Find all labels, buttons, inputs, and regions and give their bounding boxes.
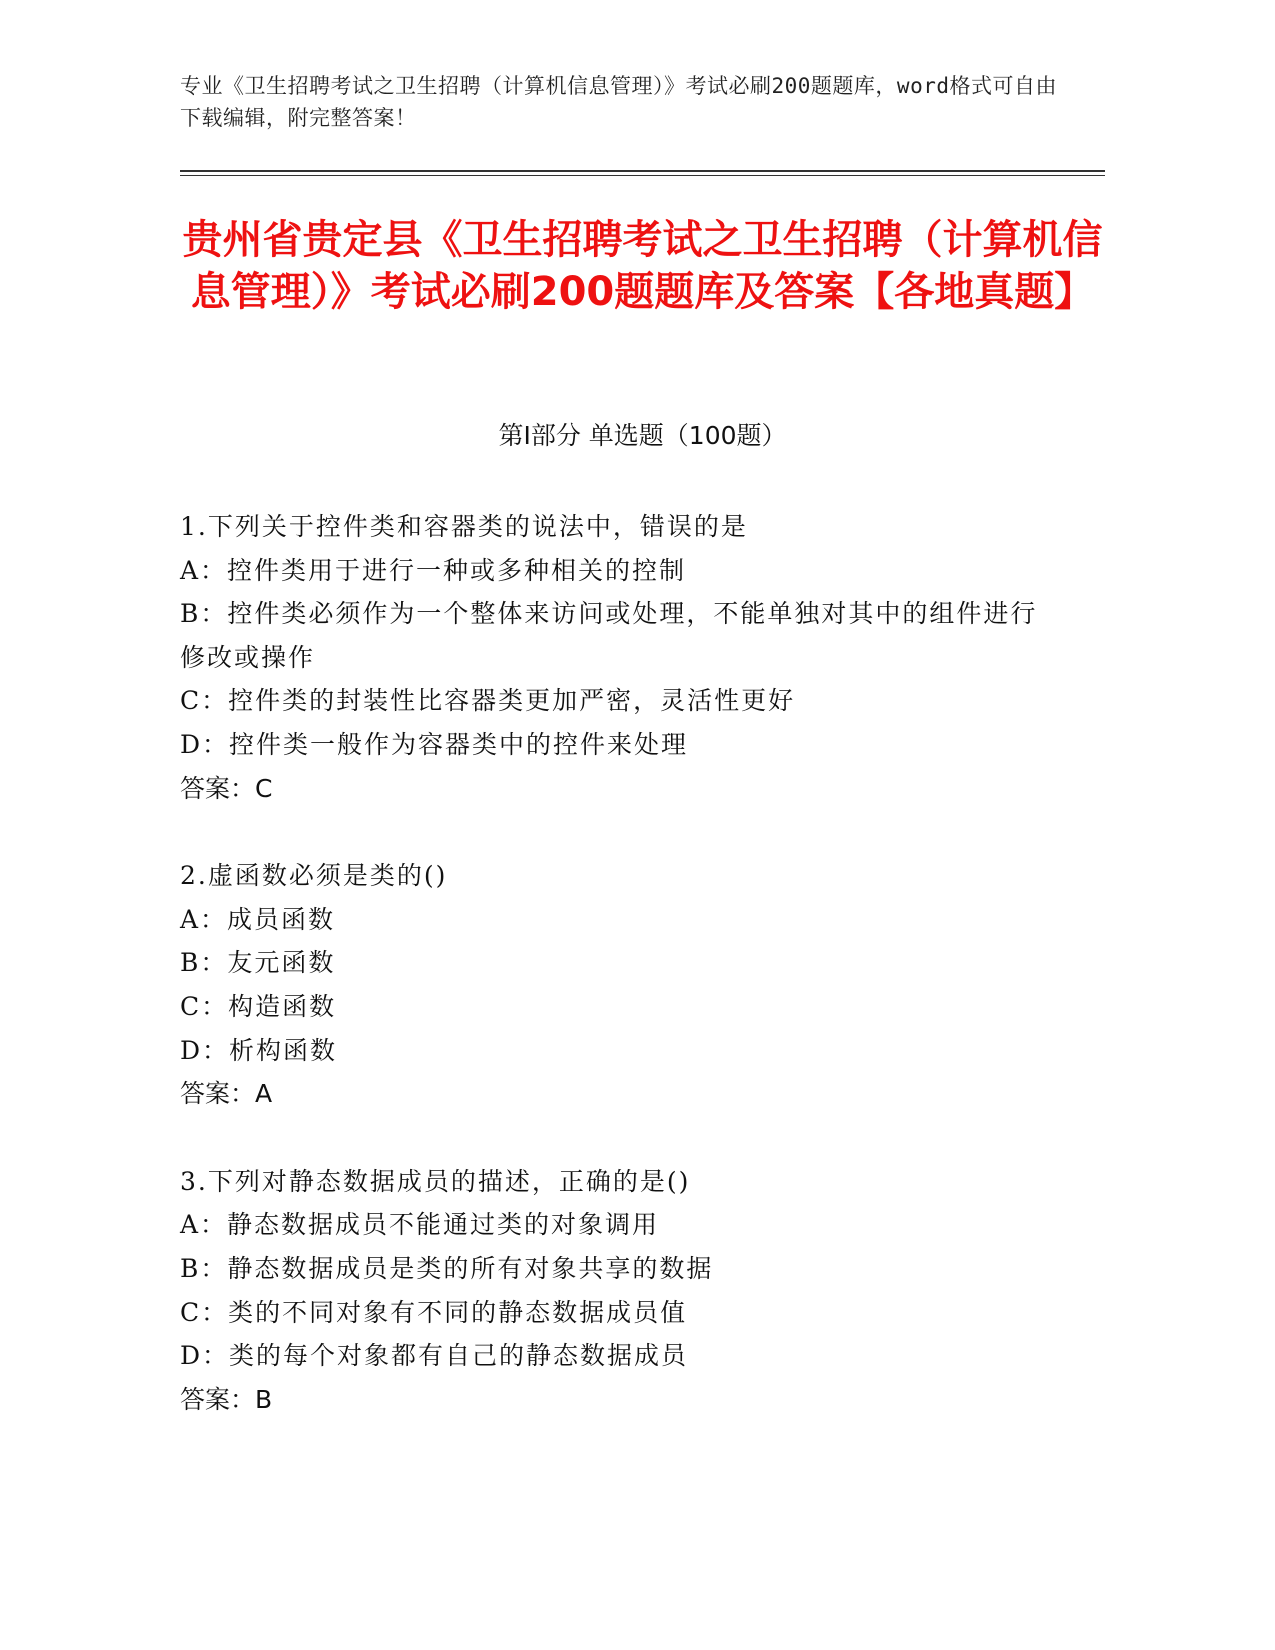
question-item: [180, 854, 1040, 1116]
question-item: [180, 1160, 1040, 1422]
option-c: C：控件类的封装性比容器类更加严密，灵活性更好: [180, 686, 796, 716]
option-a: A：静态数据成员不能通过类的对象调用: [180, 1210, 660, 1240]
question-stem: 2.虚函数必须是类的(): [180, 861, 448, 891]
question-item: [180, 505, 1040, 810]
header-note: 专业《卫生招聘考试之卫生招聘（计算机信息管理）》考试必刷200题题库，word格式可自由下载编辑，附完整答案！: [180, 74, 1057, 130]
option-a: A：成员函数: [180, 904, 336, 934]
answer-line: 答案：A: [180, 1079, 273, 1109]
answer-line: 答案：C: [180, 773, 273, 803]
option-c: C：构造函数: [180, 991, 337, 1021]
option-b: B：静态数据成员是类的所有对象共享的数据: [180, 1253, 714, 1283]
option-d: D：控件类一般作为容器类中的控件来处理: [180, 729, 689, 759]
option-c: C：类的不同对象有不同的静态数据成员值: [180, 1297, 688, 1327]
option-b: B：友元函数: [180, 948, 336, 978]
option-d: D：类的每个对象都有自己的静态数据成员: [180, 1341, 689, 1371]
option-a: A：控件类用于进行一种或多种相关的控制: [180, 555, 687, 585]
header-divider-thin: [180, 175, 1105, 176]
section-title: 第Ⅰ部分 单选题（100题）: [498, 421, 787, 450]
header-divider-thick: [180, 170, 1105, 172]
answer-line: 答案：B: [180, 1384, 273, 1414]
question-list: [180, 505, 1040, 1465]
question-stem: 1.下列关于控件类和容器类的说法中，错误的是: [180, 512, 748, 541]
document-title: 贵州省贵定县《卫生招聘考试之卫生招聘（计算机信息管理）》考试必刷200题题库及答案【各地真题】: [182, 217, 1103, 315]
question-stem: 3.下列对静态数据成员的描述，正确的是(): [180, 1166, 691, 1196]
option-b: B：控件类必须作为一个整体来访问或处理，不能单独对其中的组件进行修改或操作: [180, 599, 1038, 672]
option-d: D：析构函数: [180, 1035, 338, 1065]
